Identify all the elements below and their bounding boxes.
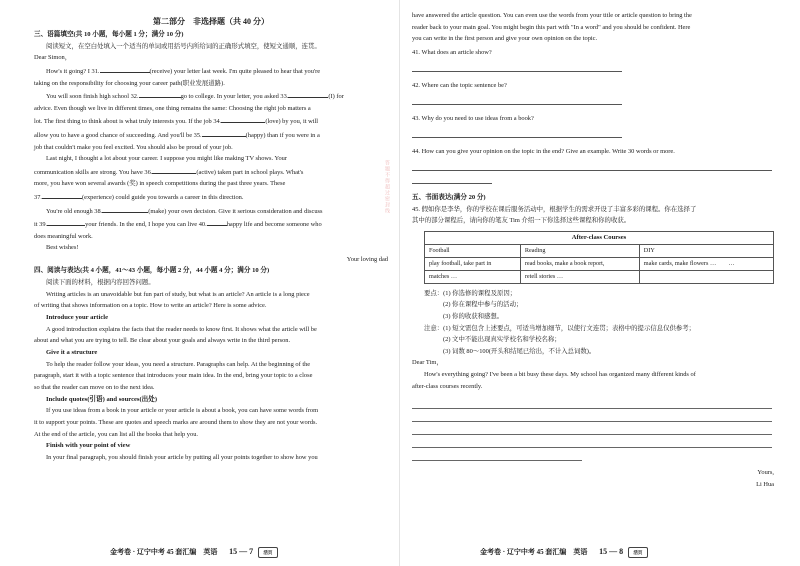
points-line: 要点：(1) 你选修的课程及原因；	[424, 289, 517, 297]
reading-line: it to support your points. These are quotes and speech marks are around them to show they are not your words.	[34, 419, 318, 427]
reading-instruction: 阅读下面的材料，根据内容回答问题。	[46, 279, 155, 287]
page-footer	[480, 547, 648, 558]
writing-heading: 五、书面表达(满分 20 分)	[412, 193, 486, 201]
answer-line-44b[interactable]	[412, 171, 492, 184]
answer-line-42[interactable]	[412, 92, 622, 105]
footer-brand: 金考卷 · 辽宁中考 45 套汇编 英语	[480, 548, 588, 557]
question-43: 43. Why do you need to use ideas from a book?	[412, 114, 534, 122]
cloze-line: advice. Even though we live in different times, one thing remains the same: Choosing the right job matters a	[34, 104, 311, 112]
binding-stamp: 答题不得超过密封线	[384, 160, 389, 214]
page-number: 15 — 8	[599, 547, 624, 557]
table-title: After-class Courses	[425, 231, 774, 244]
table-header: Football	[425, 244, 521, 257]
blank-34[interactable]	[221, 114, 265, 123]
essay-greeting: Dear Tim，	[412, 359, 443, 367]
table-cell: make cards, make flowers … …	[639, 257, 773, 270]
writing-prompt: 其中的部分课程后，请向你的笔友 Tim 介绍一下你选择这些课程和你的收获。	[412, 217, 631, 225]
table-header: DIY	[639, 244, 773, 257]
reading-line: At the end of the article, you can list all the books that help you.	[34, 430, 198, 438]
reading-line: of writing that shows information on a topic. How to write an article? Here is some advice.	[34, 302, 267, 310]
reading-heading: 四、阅读与表达(共 4 小题，41～43 小题，每小题 2 分，44 小题 4 分；满分 10 分)	[34, 267, 270, 275]
notes-line: (2) 文中不能出现真实学校名和学校名称；	[443, 336, 561, 344]
reading-line: Writing articles is an unavoidable but fun part of study, but what is an article? An article is a long piece	[46, 290, 310, 298]
reading-line: about and what you are trying to tell. Be clear about your goals and always write in the third person.	[34, 337, 291, 345]
reading-subtitle: Introduce your article	[46, 314, 109, 322]
reading-line: To help the reader follow your ideas, you need a structure. Paragraphs can help. At the beginning of the	[46, 360, 311, 368]
table-cell: read books, make a book report,	[520, 257, 639, 270]
page-footer	[110, 547, 278, 558]
table-cell	[639, 270, 773, 283]
essay-signature: Li Hua	[756, 480, 774, 488]
right-page	[400, 0, 800, 566]
reading-line: paragraph, start it with a topic sentence that introduces your main idea. In the end, bring your topic to a close	[34, 372, 313, 380]
essay-start: How's everything going? I've been a bit busy these days. My school has organized many different kinds of	[424, 370, 696, 378]
cloze-line: it 39. your friends. In the end, I hope you can live 40. happy life and become someone who	[34, 217, 388, 231]
blank-36[interactable]	[152, 165, 196, 174]
table-cell: matches …	[425, 270, 521, 283]
writing-line[interactable]	[412, 448, 582, 461]
cloze-heading: 三、语篇填空(共 10 小题，每小题 1 分；满分 10 分)	[34, 31, 184, 38]
points-line: (2) 你在课程中参与的活动；	[443, 301, 523, 309]
writing-prompt: 45. 假如你是李华，你的学校在课后服务活动中，根据学生的需求开设了丰富多彩的课程。你在选择了	[412, 205, 697, 213]
courses-table	[424, 231, 774, 284]
blank-33[interactable]	[288, 89, 328, 98]
reading-continued: have answered the article question. You can even use the words from your title or article question to bring the	[412, 12, 692, 19]
essay-start: after-class courses recently.	[412, 382, 483, 390]
letter-salutation: Dear Simon，	[34, 54, 72, 62]
part-title: 第二部分 非选择题（共 40 分）	[153, 17, 269, 26]
footer-logo: 活页	[628, 547, 648, 558]
reading-line: A good introduction explains the facts that the reader needs to know first. It shows what the article will be	[46, 325, 317, 333]
table-cell: play football, take part in	[425, 257, 521, 270]
question-42: 42. Where can the topic sentence be?	[412, 81, 507, 89]
reading-subtitle: Include quotes(引语) and sources(出处)	[46, 395, 158, 403]
reading-line: If you use ideas from a book in your article or your article is about a book, you can have some words from	[46, 407, 319, 415]
writing-line[interactable]	[412, 396, 772, 409]
table-cell: retell stories …	[520, 270, 639, 283]
blank-31[interactable]	[100, 64, 150, 73]
cloze-line: does meaningful work.	[34, 232, 93, 240]
cloze-instruction: 阅读短文，在空白处填入一个适当的单词或用括号内所给词的正确形式填空，使短文通顺，连贯。	[46, 42, 321, 50]
reading-subtitle: Give it a structure	[46, 349, 98, 357]
footer-logo: 活页	[258, 547, 278, 558]
cloze-line: You're old enough 38. (make) your own decision. Give it serious consideration and discuss	[34, 204, 388, 218]
answer-line-41[interactable]	[412, 59, 622, 72]
cloze-line: 37. (experience) could guide you towards a career in this direction.	[34, 190, 388, 204]
writing-line[interactable]	[412, 422, 772, 435]
reading-line: In your final paragraph, you should finish your article by putting all your points together to show how you	[46, 454, 318, 461]
footer-brand: 金考卷 · 辽宁中考 45 套汇编 英语	[110, 548, 218, 557]
cloze-line: How's it going? I 31. (receive) your letter last week. I'm quite pleased to hear that you're	[34, 64, 388, 78]
blank-32[interactable]	[139, 89, 181, 98]
cloze-line: Last night, I thought a lot about your career. I suppose you might like making TV shows. Your	[46, 155, 287, 163]
reading-subtitle: Finish with your point of view	[46, 442, 131, 450]
reading-continued: you can write in the first person and give your own opinion on the topic.	[412, 35, 598, 43]
cloze-line: allow you to have a good chance of succeeding. And you'll be 35. (happy) than if you were in a	[34, 128, 388, 142]
blank-37[interactable]	[42, 190, 82, 199]
cloze-line: lot. The first thing to think about is what truly interests you. If the job 34. (love) by you, it will	[34, 114, 388, 128]
notes-line: (3) 词数 80～100(开头和结尾已给出，不计入总词数)。	[443, 347, 596, 355]
blank-39[interactable]	[47, 217, 85, 226]
cloze-line: more, you have won several awards (奖) in speech competitions during the past three years. These	[34, 180, 286, 188]
reading-line: so that the reader can move on to the next idea.	[34, 384, 155, 392]
answer-line-43[interactable]	[412, 125, 622, 138]
reading-continued: reader back to your main goal. You might begin this part with "In a word" and you should be confident. Here	[412, 23, 691, 31]
blank-40[interactable]	[207, 217, 227, 226]
cloze-line: job that couldn't make you feel excited. You should also be proud of your job.	[34, 143, 233, 151]
notes-line: 注意：(1) 短文需包含上述要点，可适当增加细节，以使行文连贯；表格中的提示信息仅供参考；	[424, 324, 696, 332]
question-41: 41. What does an article show?	[412, 48, 492, 56]
essay-closing: Yours,	[757, 469, 774, 477]
blank-35[interactable]	[202, 128, 246, 137]
page-number: 15 — 7	[229, 547, 254, 557]
cloze-line: taking on the responsibility for choosing your career path(职业发展道路).	[34, 79, 225, 87]
cloze-line: You will soon finish high school 32. go to college. In your letter, you asked 33. (I) for	[34, 89, 388, 103]
table-header: Reading	[520, 244, 639, 257]
writing-line[interactable]	[412, 435, 772, 448]
blank-38[interactable]	[102, 204, 148, 213]
letter-closing: Best wishes!	[46, 244, 79, 252]
answer-line-44[interactable]	[412, 158, 772, 171]
writing-line[interactable]	[412, 409, 772, 422]
question-44: 44. How can you give your opinion on the topic in the end? Give an example. Write 30 words or more.	[412, 147, 675, 155]
cloze-line: communication skills are strong. You have 36. (active) taken part in school plays. What's	[34, 165, 388, 179]
letter-signature: Your loving dad	[346, 255, 388, 263]
points-line: (3) 你的收获和感想。	[443, 312, 504, 320]
